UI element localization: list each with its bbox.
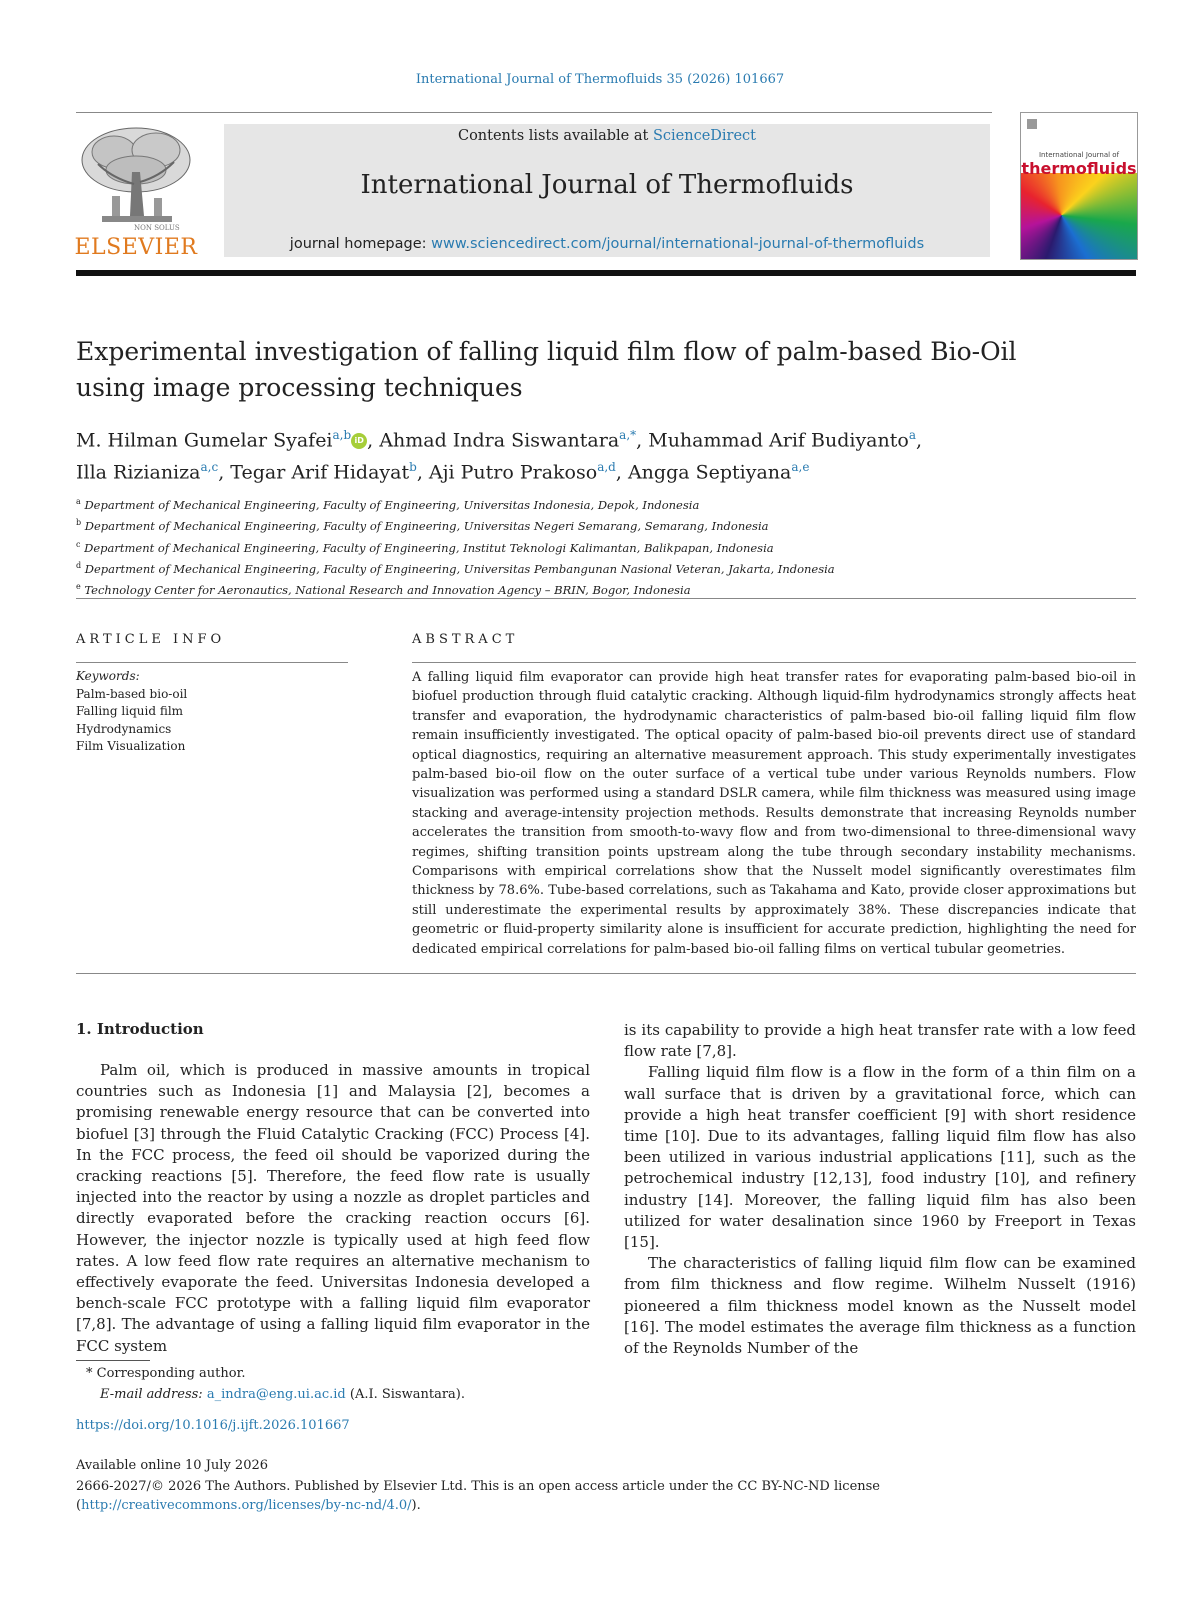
journal-header-box (224, 124, 990, 257)
header-divider (76, 112, 992, 113)
email-link[interactable]: a_indra@eng.ui.ac.id (206, 1387, 346, 1402)
author-separator: , (636, 429, 649, 452)
article-title: Experimental investigation of falling liquid film flow of palm-based Bio-Oil using image processing techniques (76, 337, 1017, 402)
body-paragraph: Falling liquid film flow is a flow in the form of a thin film on a wall surface that is driven by a gravitational force, which can provide a high heat transfer coefficient [9] with short residence time [10]. Due to its advantages, falling liquid film flow has also been utilized in various industrial applications [11], such as the petrochemical industry [12,13], food industry [10], and refinery industry [14]. Moreover, the falling liquid film has also been utilized for water desalination since 1960 by Freeport in Texas [15]. (624, 1063, 1136, 1252)
homepage-link[interactable]: www.sciencedirect.com/journal/international-journal-of-thermofluids (431, 236, 925, 252)
section-heading-introduction: 1. Introduction (76, 1020, 204, 1038)
author[interactable]: Angga Septiyana (627, 461, 792, 484)
elsevier-logo[interactable] (74, 124, 198, 260)
author-separator: , (915, 429, 923, 452)
affiliation-item (76, 514, 1136, 535)
affiliation-item (76, 493, 1136, 514)
homepage-prefix: journal homepage: (289, 236, 432, 252)
affiliation-key: d (76, 560, 82, 570)
abstract-text: A falling liquid film evaporator can provide high heat transfer rates for evaporating palm-based bio-oil in biofuel production through fluid catalytic cracking. Although liquid-film hydrodynamics strongly affects heat transfer and evaporation, the hydrodynamic characteristics of palm-based bio-oil falling liquid film flow remain insufficiently investigated. The optical opacity of palm-based bio-oil prevents direct use of standard optical diagnostics, requiring an alternative measurement approach. This study experimentally investigates palm-based bio-oil flow on the outer surface of a vertical tube under various Reynolds numbers. Flow visualization was performed using a standard DSLR camera, while film thickness was measured using image stacking and average-intensity projection methods. Results demonstrate that increasing Reynolds number accelerates the transition from smooth-to-wavy flow and from two-dimensional to three-dimensional wavy regimes, shifting transition points upstream along the tube through secondary instability mechanisms. Comparisons with empirical correlations show that the Nusselt model significantly overestimates film thickness by 78.6%. Tube-based correlations, such as Takahama and Kato, provide closer approximations but still underestimate the experimental results by approximately 38%. These discrepancies indicate that geometric or fluid-property similarity alone is insufficient for accurate prediction, highlighting the need for dedicated empirical correlations for palm-based bio-oil falling films on vertical tubular geometries. (412, 670, 1136, 957)
cover-journal-name: thermofluids (1021, 159, 1137, 178)
author-affiliation-marker[interactable]: a,b (332, 428, 352, 442)
journal-homepage-line (224, 236, 990, 252)
body-paragraph: is its capability to provide a high heat transfer rate with a low feed flow rate [7,8]. (624, 1021, 1136, 1061)
available-online-date: Available online 10 July 2026 (76, 1458, 269, 1473)
author-affiliation-marker[interactable]: b (409, 460, 417, 475)
author[interactable]: Illa Rizianiza (76, 461, 201, 484)
author-affiliation-marker[interactable]: a,e (791, 460, 810, 475)
body-column-right (624, 1020, 1136, 1359)
keyword: Hydrodynamics (76, 721, 172, 736)
contents-prefix: Contents lists available at (457, 128, 653, 144)
elsevier-tree-icon (74, 124, 198, 232)
article-info-heading: ARTICLE INFO (76, 632, 226, 647)
author[interactable]: Tegar Arif Hidayat (230, 461, 410, 484)
affiliation-text: Department of Mechanical Engineering, Faculty of Engineering, Universitas Indonesia, Depok, Indonesia (84, 497, 700, 512)
corresponding-author-note: * Corresponding author. (86, 1366, 246, 1381)
journal-title: International Journal of Thermofluids (360, 170, 854, 200)
email-suffix: (A.I. Siswantara). (345, 1387, 465, 1402)
affiliation-key: a (76, 497, 81, 506)
license-statement (76, 1477, 1136, 1515)
body-paragraph: Palm oil, which is produced in massive amounts in tropical countries such as Indonesia [1] and Malaysia [2], becomes a promising renewable energy resource that can be converted into biofuel [3] through the Fluid Catalytic Cracking (FCC) Process [4]. In the FCC process, the feed oil should be vaporized during the cracking reactions [5]. Therefore, the feed flow rate is usually injected into the reactor by using a nozzle as droplet particles and directly evaporated before the cracking reaction occurs [6]. However, the injector nozzle is typically used at high feed flow rates. A low feed flow rate requires an alternative mechanism to effectively evaporate the feed. Universitas Indonesia developed a bench-scale FCC prototype with a falling liquid film evaporator [7,8]. The advantage of using a falling liquid film evaporator in the FCC system (76, 1061, 590, 1355)
affiliation-key: c (76, 539, 81, 549)
keyword: Palm-based bio-oil (76, 686, 188, 701)
author[interactable]: M. Hilman Gumelar Syafei (76, 429, 333, 452)
affiliation-divider (76, 598, 1136, 599)
orcid-icon[interactable]: iD (351, 433, 367, 449)
header-thick-divider (76, 270, 1136, 276)
abstract-bottom-divider (76, 973, 1136, 974)
keyword: Falling liquid film (76, 704, 184, 718)
author-list (76, 422, 1136, 487)
author-affiliation-marker[interactable]: a (908, 428, 916, 442)
affiliation-item (76, 557, 1136, 578)
cover-publisher-icon (1027, 119, 1037, 129)
elsevier-wordmark: ELSEVIER (74, 235, 198, 260)
license-suffix: ). (411, 1498, 421, 1513)
license-prefix: 2666-2027/© 2026 The Authors. Published by Elsevier Ltd. This is an open access article under the CC BY-NC-ND license ( (76, 1479, 880, 1513)
keywords-label: Keywords: (76, 669, 140, 683)
contents-available-line (224, 128, 990, 144)
affiliation-item (76, 536, 1136, 557)
author-affiliation-marker[interactable]: a,d (597, 460, 616, 475)
affiliation-text: Department of Mechanical Engineering, Faculty of Engineering, Universitas Negeri Semarang, Semarang, Indonesia (84, 519, 769, 534)
abstract-divider (412, 662, 1136, 663)
author[interactable]: Ahmad Indra Siswantara (379, 429, 620, 452)
author-separator: , (416, 461, 429, 484)
author-affiliation-marker[interactable]: a,c (200, 460, 219, 475)
author-separator: , (218, 461, 231, 484)
author-affiliation-marker[interactable]: a,* (619, 428, 637, 442)
affiliation-text: Department of Mechanical Engineering, Faculty of Engineering, Institut Teknologi Kalimantan, Balikpapan, Indonesia (84, 540, 774, 555)
keyword: Film Visualization (76, 739, 186, 753)
author[interactable]: Aji Putro Prakoso (428, 461, 598, 484)
cover-journal-line: International Journal of (1038, 151, 1120, 159)
license-link[interactable]: http://creativecommons.org/licenses/by-nc-nd/4.0/ (81, 1498, 412, 1513)
footnote-divider (76, 1360, 150, 1361)
svg-text:NON SOLUS: NON SOLUS (134, 224, 180, 232)
abstract-heading: ABSTRACT (412, 632, 519, 647)
affiliation-key: b (76, 518, 82, 528)
affiliation-item (76, 578, 1136, 599)
body-paragraph: The characteristics of falling liquid film flow can be examined from film thickness and flow regime. Wilhelm Nusselt (1916) pioneered a film thickness model known as the Nusselt model [16]. The model estimates the average film thickness as a function of the Reynolds Number of the (624, 1254, 1136, 1358)
keywords-block (76, 668, 348, 756)
email-label: E-mail address: (100, 1387, 203, 1402)
author[interactable]: Muhammad Arif Budiyanto (648, 429, 909, 452)
doi-link[interactable]: https://doi.org/10.1016/j.ijft.2026.101667 (76, 1418, 350, 1433)
affiliation-list (76, 493, 1136, 600)
affiliation-text: Technology Center for Aeronautics, National Research and Innovation Agency – BRIN, Bogor, Indonesia (84, 583, 691, 598)
email-footnote (100, 1387, 465, 1402)
article-info-divider (76, 662, 348, 663)
journal-citation-link[interactable]: International Journal of Thermofluids 35 (2026) 101667 (415, 72, 785, 87)
body-column-left (76, 1060, 590, 1357)
sciencedirect-link[interactable]: ScienceDirect (652, 128, 757, 144)
journal-cover-image[interactable] (1020, 112, 1138, 260)
author-separator: , (367, 429, 380, 452)
affiliation-text: Department of Mechanical Engineering, Faculty of Engineering, Universitas Pembangunan Nasional Veteran, Jakarta, Indonesia (84, 561, 835, 576)
affiliation-key: e (76, 582, 81, 592)
author-separator: , (615, 461, 628, 484)
